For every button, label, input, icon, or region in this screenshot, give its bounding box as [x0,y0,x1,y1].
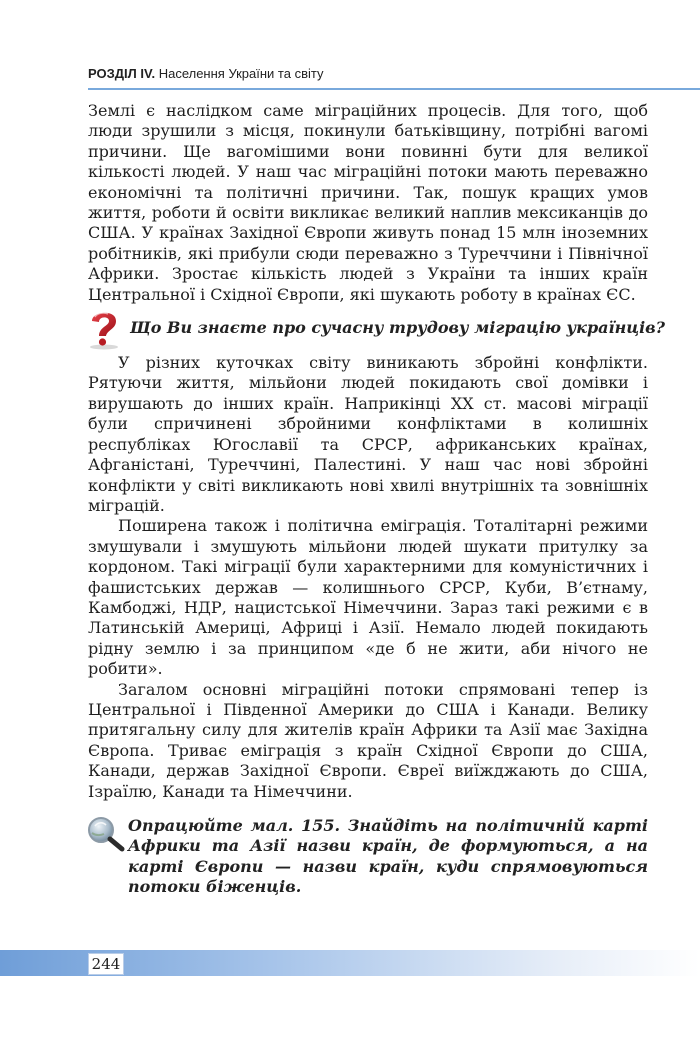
paragraph-2: У різних куточках світу виникають збройні конфлікти. Рятуючи життя, мільйони людей покидають свої домівки і вирушають до інших країн. Наприкінці ХХ ст. масові міграції були спричинені збройними конфліктами в колишніх республіках Югославії та СРСР, африканських країнах, Афганістані, Туреччині, Палестині. У наш час нові збройні конфлікти у світі викликають нові хвилі внутрішніх та зовнішніх міграцій. [88,353,648,515]
question-mark-icon [86,308,122,350]
paragraph-3: Поширена також і політична еміграція. Тоталітарні режими змушували і змушують мільйони людей шукати притулку за кордоном. Такі міграції були характерними для комуністичних і фашистських держав — колишнього СРСР, Куби, В’єтнаму, Камбоджі, НДР, нацистської Німеччини. Зараз такі режими є в Латинській Америці, Африці і Азії. Немало людей покидають рідну землю і за принципом «де б не жити, аби нічого не робити». [88,516,648,679]
question-text: Що Ви знаєте про сучасну трудову міграцію українців? [130,318,666,338]
task-text: Опрацюйте мал. 155. Знайдіть на політичній карті Африки та Азії назви країн, де формуються, а на карті Європи — назви країн, куди спрямовуються потоки біженців. [128,816,648,897]
question-block [88,310,666,350]
paragraph-4: Загалом основні міграційні потоки спрямовані тепер із Центральної і Південної Америки до США і Канади. Велику притягальну силу для жителів країн Африки та Азії має Західна Європа. Триває еміграція з країн Східної Європи до США, Канади, держав Західної Європи. Євреї виїжджають до США, Ізраїлю, Канади та Німеччини. [88,679,648,801]
running-header [88,64,700,90]
section-title: Населення України та світу [158,66,324,81]
task-block [88,816,648,898]
magnifier-icon [86,816,126,852]
paragraph-1: Землі є наслідком саме міграційних процесів. Для того, щоб люди зрушили з місця, покинули батьківщину, потрібні вагомі причини. Ще вагомішими вони повинні бути для великої кількості людей. У наш час міграційні потоки мають переважно економічні та політичні причини. Так, пошук кращих умов життя, роботи й освіти викликає великий наплив мексиканців до США. У країнах Західної Європи живуть понад 15 млн іноземних робітників, які прибули сюди переважно з Туреччини і Північної Африки. Зростає кількість людей з України та інших країн Центральної і Східної Європи, які шукають роботу в країнах ЄС. [88,101,648,304]
page-number: 244 [88,953,124,975]
section-label: РОЗДІЛ IV. [88,66,156,81]
page-content [88,101,666,898]
